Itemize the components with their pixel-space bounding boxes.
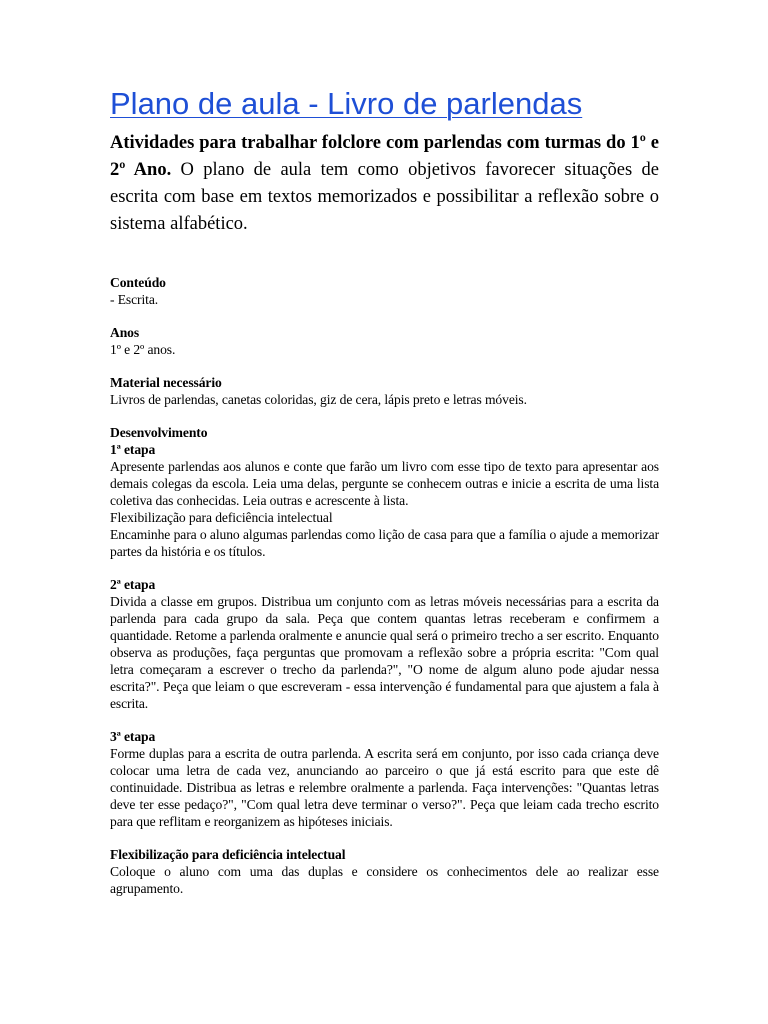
step-text: Forme duplas para a escrita de outra parlenda. A escrita será em conjunto, por isso cada criança deve colocar uma letra de cada vez, anunciando ao parceiro o que já está escrito para que este dê continuidade. Distribua as letras e relembre oralmente a parlenda. Faça intervenções: "Quantas letras deve ter esse pedaço?", "Com qual letra deve terminar o verso?". Peça que leiam cada trecho escrito para que reflitam e reorganizem as hipóteses iniciais. (110, 746, 659, 829)
section-heading: Material necessário (110, 375, 222, 390)
page-title[interactable]: Plano de aula - Livro de parlendas (110, 86, 583, 121)
section-text: 1º e 2º anos. (110, 342, 176, 357)
step-text: Divida a classe em grupos. Distribua um conjunto com as letras móveis necessárias para a escrita da parlenda para cada grupo da sala. Peça que contem quantas letras receberam e confirmem a quantidade. Retome a parlenda oralmente e anuncie qual será o primeiro trecho a ser escrito. Enquanto observa as produções, faça perguntas que promovam a reflexão sobre a própria escrita: "Com qual letra começaram a escrever o trecho da parlenda?", "O nome de algum aluno pode ajudar nessa escrita?". Peça que leiam o que escreveram - essa intervenção é fundamental para que ajustem a fala à escrita. (110, 594, 659, 711)
section-etapa-2 (110, 576, 659, 712)
section-heading: Conteúdo (110, 275, 166, 290)
flex-text: Encaminhe para o aluno algumas parlendas como lição de casa para que a família o ajude a memorizar partes da história e os títulos. (110, 527, 659, 559)
step-heading: 2ª etapa (110, 577, 156, 592)
section-text: Livros de parlendas, canetas coloridas, giz de cera, lápis preto e letras móveis. (110, 392, 527, 407)
section-heading: Anos (110, 325, 140, 340)
section-heading: Desenvolvimento (110, 425, 208, 440)
intro-bold: Atividades para trabalhar folclore com parlendas com turmas do 1º e 2º Ano. (110, 133, 659, 180)
section-etapa-3 (110, 728, 659, 830)
flex-label: Flexibilização para deficiência intelectual (110, 510, 333, 525)
section-text: - Escrita. (110, 292, 159, 307)
step-heading: 1ª etapa (110, 442, 156, 457)
step-heading: 3ª etapa (110, 729, 156, 744)
intro-text: O plano de aula tem como objetivos favorecer situações de escrita com base em textos memorizados e possibilitar a reflexão sobre o sistema alfabético. (110, 160, 659, 234)
document-body (110, 274, 659, 913)
section-anos (110, 324, 659, 358)
section-desenvolvimento (110, 424, 659, 560)
section-flexibilizacao (110, 846, 659, 897)
section-conteudo (110, 274, 659, 308)
section-material (110, 374, 659, 408)
document-header (110, 82, 659, 238)
intro-paragraph (110, 130, 659, 238)
step-text: Apresente parlendas aos alunos e conte que farão um livro com esse tipo de texto para apresentar aos demais colegas da escola. Leia uma delas, pergunte se conhecem outras e inicie a escrita de uma lista coletiva das conhecidas. Leia outras e acrescente à lista. (110, 459, 659, 508)
section-heading: Flexibilização para deficiência intelectual (110, 847, 346, 862)
section-text: Coloque o aluno com uma das duplas e considere os conhecimentos dele ao realizar esse agrupamento. (110, 864, 659, 896)
